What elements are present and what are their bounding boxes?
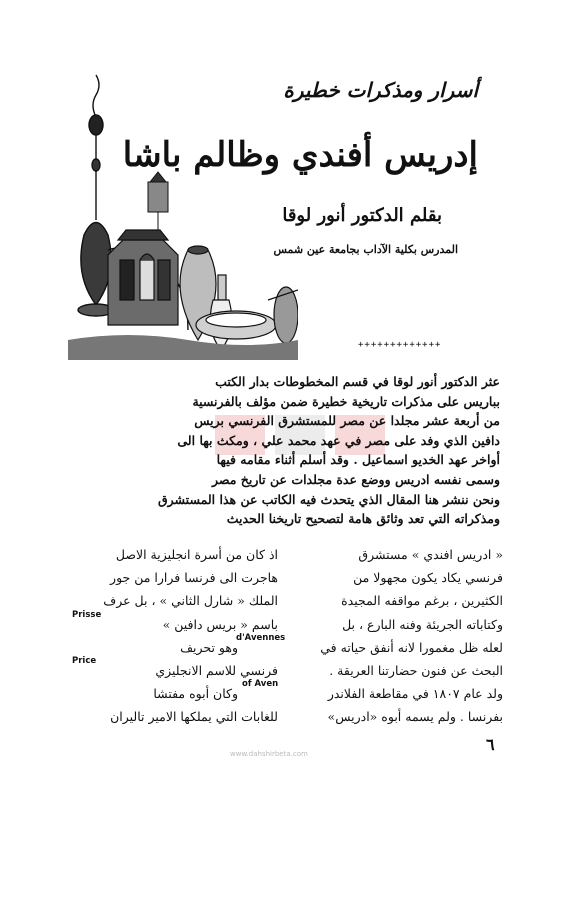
intro-line: دافين الذي وفد على مصر في عهد محمد علي ، ومكث بها الى [177, 432, 500, 448]
intro-line: أواخر عهد الخديو اسماعيل . وقد أسلم أثناء مقامه فيها [216, 452, 500, 468]
series-heading: أسرار ومذكرات خطيرة [283, 78, 478, 102]
body-line: فرنسي يكاد يكون مجهولا من [353, 570, 503, 586]
body-line: بفرنسا . ولم يسمه أبوه «ادريس» [327, 709, 503, 725]
body-column-right [295, 543, 503, 729]
body-line: للغابات التي يملكها الامير تاليران [110, 709, 278, 725]
body-line: هاجرت الى فرنسا فرارا من جور [110, 570, 278, 586]
body-line: « ادريس افندي » مستشرق [358, 547, 503, 562]
article-title: إدريس أفندي وظالم باشا [122, 135, 478, 175]
decorative-star-divider: +++++++++++++ [358, 340, 442, 350]
antique-objects-illustration [68, 70, 298, 360]
watermark-url: www.dahshirbeta.com [230, 750, 308, 758]
latin-name-prisse: Prisse [72, 610, 102, 620]
body-line: باسم « بريس دافين » [162, 616, 278, 632]
intro-line: ونحن ننشر هنا المقال الذي يتحدث فيه الكاتب عن هذا المستشرق [157, 491, 500, 507]
intro-line: بباريس على مذكرات تاريخية خطيرة ضمن مؤلف بالفرنسية [192, 393, 500, 409]
intro-line: عثر الدكتور أنور لوقا في قسم المخطوطات بدار الكتب [215, 374, 500, 389]
body-line: الكثيرين ، برغم مواقفه المجيدة [341, 593, 503, 609]
body-line: اذ كان من أسرة انجليزية الاصل [115, 547, 278, 562]
intro-line: من أربعة عشر مجلدا عن مصر للمستشرق الفرنسي بريس [194, 413, 500, 429]
intro-line: ومذكراته التي تعد وثائق هامة لتصحيح تاريخنا الحديث [226, 511, 500, 527]
body-line: وهو تحريف [180, 639, 238, 655]
latin-name-davennes: d'Avennes [236, 633, 286, 643]
body-line: لعله ظل مغمورا لانه أنفق حياته في [320, 639, 503, 655]
body-line: وكتاباته الجريئة وفنه البارع ، بل [342, 616, 503, 632]
author-affiliation: المدرس بكلية الآداب بجامعة عين شمس [273, 243, 458, 256]
article-intro [88, 372, 500, 529]
body-line: الملك « شارل الثاني » ، بل عرف [103, 593, 278, 609]
intro-line: وسمى نفسه ادريس ووضع عدة مجلدات عن تاريخ مصر [211, 471, 500, 487]
latin-name-price: Price [72, 656, 97, 666]
body-line: فرنسي للاسم الانجليزي [155, 663, 278, 679]
latin-name-ofaven: of Aven [242, 679, 279, 689]
author-byline: بقلم الدكتور أنور لوقا [282, 205, 442, 226]
page-number: ٦ [486, 735, 495, 754]
body-line: ولد عام ١٨٠٧ في مقاطعة الفلاندر [327, 686, 503, 702]
body-line: البحث عن فنون حضارتنا العريقة . [329, 663, 503, 679]
body-line: وكان أبوه مفتشا [153, 686, 238, 702]
